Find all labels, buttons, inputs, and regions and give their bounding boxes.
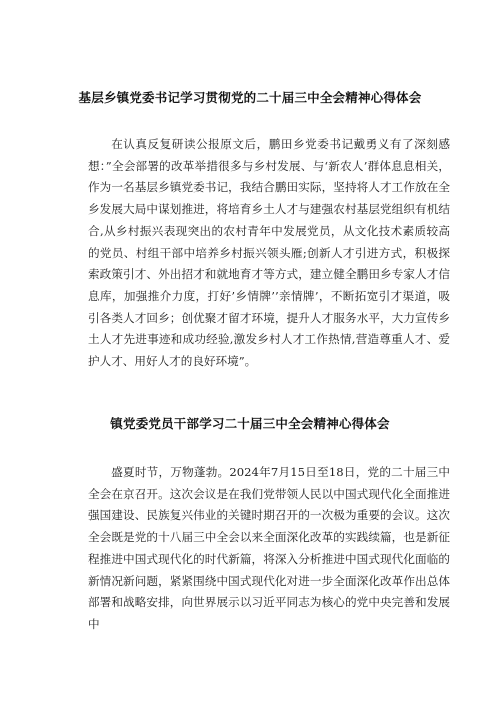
section-title: 镇党委党员干部学习二十届三中全会精神心得体会 [110, 416, 390, 431]
section-title: 基层乡镇党委书记学习贯彻党的二十届三中全会精神心得体会 [78, 90, 422, 105]
body-paragraph: 盛夏时节，万物蓬勃。2024年7月15日至18日，党的二十届三中全会在京召开。这次会议是在我们党带领人民以中国式现代化全面推进强国建设、民族复兴伟业的关键时期召开的一次极为重要的会议。这次全会既是党的十八届三中全会以来全面深化改革的实践续篇，也是新征程推进中国式现代化的时代新篇，将深入分析推进中国式现代化面临的新情况新问题，紧紧围绕中国式现代化对进一步全面深化改革作出总体部署和战略安排，向世界展示以习近平同志为核心的党中央完善和发展中 [88, 465, 450, 631]
body-paragraph: 在认真反复研读公报原文后，鹏田乡党委书记戴勇义有了深刻感想：”全会部署的改革举措很多与乡村发展、与‘新农人’群体息息相关，作为一名基层乡镇党委书记，我结合鹏田实际，坚持将人才工作放在全乡发展大局中谋划推进，将培育乡土人才与建强农村基层党组织有机结合,从乡村振兴表现突出的农村青年中发展党员，从文化技术素质较高的党员、村组干部中培养乡村振兴领头雁;创新人才引进方式，积极探索政策引才、外出招才和就地育才等方式，建立健全鹏田乡专家人才信息库，加强推介力度，打好’乡情牌’’亲情牌’，不断拓宽引才渠道，吸引各类人才回乡；创优聚才留才环境，提升人才服务水平，大力宣传乡土人才先进事迹和成功经验,激发乡村人才工作热情,营造尊重人才、爱护人才、用好人才的良好环境”。 [88, 137, 450, 369]
